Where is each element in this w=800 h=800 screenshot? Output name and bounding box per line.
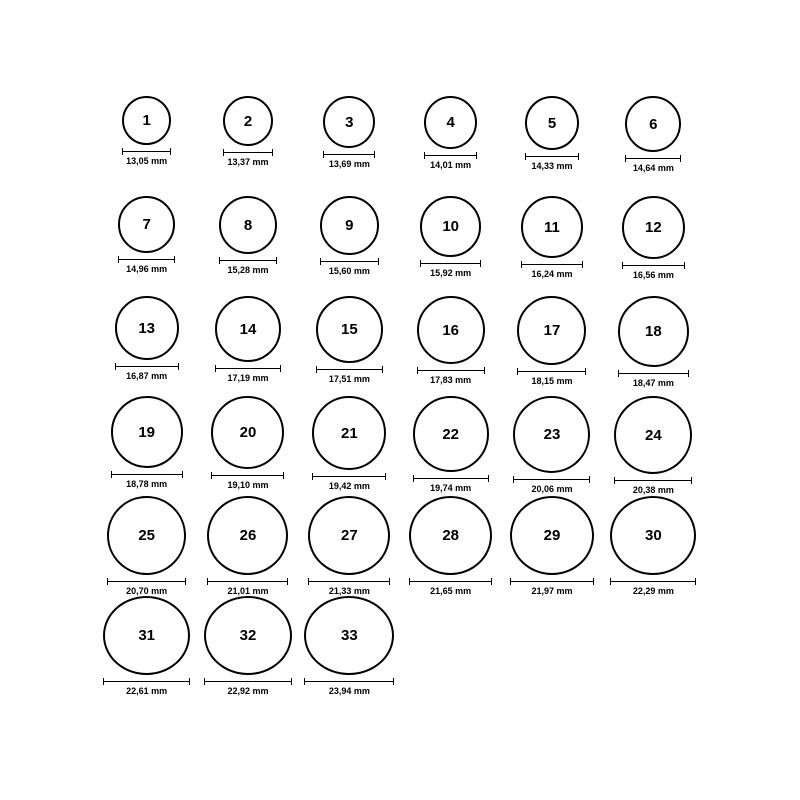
- dimension-tick-left: [308, 578, 309, 585]
- ring-circle: [304, 596, 394, 675]
- ring-dimension: [517, 368, 586, 386]
- ring-circle: [424, 96, 477, 149]
- ring-size-number: 11: [544, 218, 560, 236]
- dimension-tick-left: [625, 155, 626, 162]
- dimension-bar: [312, 473, 386, 480]
- ring-diameter-label: 15,60 mm: [328, 266, 370, 276]
- dimension-tick-left: [103, 678, 104, 685]
- ring-size-number: 28: [442, 527, 459, 544]
- dimension-bar: [118, 256, 175, 263]
- ring-size-item: [501, 496, 602, 596]
- ring-dimension: [417, 367, 485, 385]
- dimension-tick-left: [622, 262, 623, 269]
- dimension-bar: [417, 367, 485, 374]
- dimension-line: [122, 151, 171, 152]
- ring-diameter-label: 18,15 mm: [531, 376, 573, 386]
- ring-size-item: [299, 96, 400, 196]
- dimension-tick-right: [385, 473, 386, 480]
- dimension-tick-left: [517, 368, 518, 375]
- ring-circle: [118, 196, 175, 253]
- dimension-tick-right: [287, 578, 288, 585]
- ring-dimension: [510, 578, 594, 596]
- dimension-bar: [424, 152, 477, 159]
- dimension-bar: [517, 368, 586, 375]
- ring-size-grid: [96, 96, 704, 696]
- ring-diameter-label: 21,33 mm: [328, 586, 370, 596]
- ring-dimension: [622, 262, 685, 280]
- dimension-bar: [304, 678, 394, 685]
- dimension-bar: [207, 578, 288, 585]
- dimension-tick-right: [276, 257, 277, 264]
- dimension-bar: [103, 678, 190, 685]
- ring-size-number: 16: [442, 321, 459, 339]
- dimension-line: [424, 155, 477, 156]
- ring-size-item: [197, 196, 298, 296]
- dimension-tick-right: [174, 256, 175, 263]
- ring-circle: [207, 496, 288, 575]
- dimension-line: [111, 474, 183, 475]
- ring-size-item: [501, 96, 602, 196]
- ring-size-item: [197, 96, 298, 196]
- ring-size-number: 9: [345, 217, 354, 234]
- dimension-tick-left: [107, 578, 108, 585]
- ring-size-item: [299, 496, 400, 596]
- dimension-tick-left: [610, 578, 611, 585]
- dimension-tick-right: [480, 260, 481, 267]
- ring-circle: [223, 96, 273, 146]
- dimension-tick-left: [320, 258, 321, 265]
- dimension-bar: [122, 148, 171, 155]
- ring-size-item: [400, 196, 501, 296]
- dimension-tick-left: [618, 370, 619, 377]
- dimension-tick-left: [513, 476, 514, 483]
- ring-dimension: [207, 578, 288, 596]
- ring-size-item: [501, 396, 602, 496]
- ring-size-number: 24: [644, 426, 662, 444]
- ring-size-item: [400, 396, 501, 496]
- ring-circle: [219, 196, 277, 254]
- dimension-line: [308, 581, 390, 582]
- dimension-line: [219, 260, 277, 261]
- ring-size-item: [603, 96, 704, 196]
- ring-dimension: [420, 260, 481, 278]
- ring-size-item: [603, 296, 704, 396]
- ring-size-item: [197, 596, 298, 696]
- ring-size-number: 2: [243, 112, 253, 130]
- ring-circle: [417, 296, 485, 364]
- dimension-bar: [409, 578, 492, 585]
- dimension-tick-left: [215, 365, 216, 372]
- ring-size-item: [197, 296, 298, 396]
- dimension-tick-right: [491, 578, 492, 585]
- dimension-tick-left: [323, 151, 324, 158]
- ring-size-number: 31: [138, 627, 155, 644]
- ring-circle: [510, 496, 594, 575]
- ring-size-number: 5: [547, 114, 557, 132]
- dimension-tick-left: [211, 472, 212, 479]
- dimension-tick-left: [614, 477, 615, 484]
- ring-size-item: [197, 496, 298, 596]
- dimension-tick-right: [695, 578, 696, 585]
- dimension-tick-right: [280, 365, 281, 372]
- ring-circle: [323, 96, 375, 148]
- dimension-line: [510, 581, 594, 582]
- dimension-bar: [204, 678, 292, 685]
- dimension-tick-right: [178, 363, 179, 370]
- ring-circle: [622, 196, 685, 259]
- ring-dimension: [413, 475, 489, 493]
- dimension-bar: [413, 475, 489, 482]
- ring-diameter-label: 18,47 mm: [632, 378, 674, 388]
- ring-dimension: [610, 578, 696, 596]
- ring-circle: [316, 296, 383, 363]
- ring-diameter-label: 14,64 mm: [632, 163, 674, 173]
- ring-circle: [204, 596, 292, 675]
- ring-size-item: [299, 596, 400, 696]
- dimension-tick-right: [585, 368, 586, 375]
- ring-size-item: [400, 296, 501, 396]
- ring-diameter-label: 22,29 mm: [632, 586, 674, 596]
- ring-size-number: 1: [142, 112, 151, 129]
- ring-dimension: [312, 473, 386, 491]
- ring-dimension: [424, 152, 477, 170]
- dimension-line: [413, 478, 489, 479]
- dimension-tick-right: [589, 476, 590, 483]
- dimension-line: [223, 152, 273, 153]
- ring-diameter-label: 15,28 mm: [227, 265, 269, 275]
- dimension-line: [409, 581, 492, 582]
- ring-size-item: [603, 496, 704, 596]
- dimension-line: [625, 158, 681, 159]
- dimension-line: [521, 264, 583, 265]
- dimension-line: [103, 681, 190, 682]
- dimension-bar: [215, 365, 281, 372]
- ring-size-number: 4: [446, 114, 455, 131]
- ring-size-item: [501, 196, 602, 296]
- ring-circle: [107, 496, 186, 575]
- ring-diameter-label: 14,33 mm: [531, 161, 573, 171]
- ring-size-number: 26: [239, 527, 257, 544]
- dimension-bar: [323, 151, 375, 158]
- ring-circle: [312, 396, 386, 470]
- ring-diameter-label: 21,97 mm: [531, 586, 573, 596]
- dimension-line: [417, 370, 485, 371]
- ring-dimension: [614, 477, 692, 495]
- ring-size-item: [96, 396, 197, 496]
- dimension-tick-left: [424, 152, 425, 159]
- ring-size-number: 33: [340, 627, 358, 644]
- ring-dimension: [625, 155, 681, 173]
- ring-circle: [625, 96, 681, 152]
- dimension-tick-left: [111, 471, 112, 478]
- ring-size-item: [96, 96, 197, 196]
- ring-diameter-label: 16,87 mm: [126, 371, 168, 381]
- dimension-line: [115, 366, 179, 367]
- dimension-tick-left: [420, 260, 421, 267]
- ring-size-number: 7: [142, 216, 151, 233]
- dimension-tick-left: [122, 148, 123, 155]
- ring-size-number: 21: [340, 424, 358, 442]
- ring-dimension: [308, 578, 390, 596]
- ring-circle: [614, 396, 692, 474]
- ring-dimension: [115, 363, 179, 381]
- ring-dimension: [107, 578, 186, 596]
- dimension-tick-right: [593, 578, 594, 585]
- dimension-line: [323, 154, 375, 155]
- ring-size-number: 14: [239, 320, 257, 338]
- dimension-bar: [219, 257, 277, 264]
- ring-diameter-label: 13,69 mm: [328, 159, 370, 169]
- ring-circle: [420, 196, 481, 257]
- dimension-tick-right: [170, 148, 171, 155]
- ring-circle: [320, 196, 379, 255]
- dimension-tick-right: [691, 477, 692, 484]
- ring-circle: [215, 296, 281, 362]
- ring-size-number: 17: [543, 322, 561, 339]
- dimension-tick-right: [378, 258, 379, 265]
- dimension-line: [513, 479, 590, 480]
- dimension-line: [622, 265, 685, 266]
- dimension-tick-left: [413, 475, 414, 482]
- ring-size-number: 32: [239, 627, 257, 644]
- dimension-bar: [513, 476, 590, 483]
- dimension-bar: [610, 578, 696, 585]
- dimension-bar: [107, 578, 186, 585]
- ring-circle: [211, 396, 284, 469]
- dimension-bar: [521, 261, 583, 268]
- ring-size-item: [96, 296, 197, 396]
- dimension-line: [107, 581, 186, 582]
- ring-diameter-label: 19,10 mm: [227, 480, 269, 490]
- ring-diameter-label: 17,83 mm: [430, 375, 472, 385]
- ring-dimension: [204, 678, 292, 696]
- ring-diameter-label: 14,96 mm: [126, 264, 168, 274]
- ring-size-number: 12: [644, 219, 662, 236]
- ring-size-item: [96, 196, 197, 296]
- ring-dimension: [219, 257, 277, 275]
- dimension-line: [204, 681, 292, 682]
- ring-circle: [122, 96, 171, 145]
- ring-diameter-label: 13,37 mm: [227, 157, 269, 167]
- ring-diameter-label: 20,06 mm: [531, 484, 573, 494]
- dimension-tick-right: [189, 678, 190, 685]
- ring-circle: [308, 496, 390, 575]
- ring-dimension: [211, 472, 284, 490]
- dimension-tick-left: [219, 257, 220, 264]
- ring-dimension: [223, 149, 273, 167]
- dimension-line: [420, 263, 481, 264]
- ring-size-item: [96, 596, 197, 696]
- ring-diameter-label: 16,56 mm: [632, 270, 674, 280]
- dimension-tick-left: [525, 153, 526, 160]
- ring-size-item: [197, 396, 298, 496]
- dimension-tick-left: [207, 578, 208, 585]
- dimension-tick-left: [521, 261, 522, 268]
- ring-size-item: [299, 196, 400, 296]
- ring-dimension: [320, 258, 379, 276]
- ring-diameter-label: 22,61 mm: [126, 686, 168, 696]
- ring-circle: [525, 96, 579, 150]
- dimension-tick-left: [409, 578, 410, 585]
- ring-size-item: [603, 196, 704, 296]
- dimension-line: [610, 581, 696, 582]
- dimension-bar: [614, 477, 692, 484]
- dimension-tick-left: [118, 256, 119, 263]
- dimension-bar: [115, 363, 179, 370]
- ring-size-number: 20: [239, 424, 257, 441]
- ring-circle: [513, 396, 590, 473]
- ring-diameter-label: 21,65 mm: [430, 586, 472, 596]
- ring-diameter-label: 16,24 mm: [531, 269, 573, 279]
- dimension-tick-right: [582, 261, 583, 268]
- ring-dimension: [103, 678, 190, 696]
- dimension-bar: [320, 258, 379, 265]
- ring-size-number: 13: [138, 319, 155, 337]
- dimension-bar: [223, 149, 273, 156]
- ring-diameter-label: 14,01 mm: [430, 160, 472, 170]
- dimension-tick-left: [312, 473, 313, 480]
- dimension-tick-right: [283, 472, 284, 479]
- ring-size-item: [96, 496, 197, 596]
- ring-dimension: [409, 578, 492, 596]
- ring-size-item: [603, 396, 704, 496]
- ring-circle: [115, 296, 179, 360]
- dimension-line: [618, 373, 689, 374]
- dimension-bar: [420, 260, 481, 267]
- ring-size-number: 30: [644, 527, 662, 544]
- ring-size-number: 18: [644, 323, 662, 340]
- ring-dimension: [122, 148, 171, 166]
- dimension-tick-right: [484, 367, 485, 374]
- dimension-bar: [525, 153, 579, 160]
- dimension-tick-left: [316, 366, 317, 373]
- ring-dimension: [304, 678, 394, 696]
- dimension-tick-right: [272, 149, 273, 156]
- dimension-tick-right: [476, 152, 477, 159]
- dimension-tick-right: [488, 475, 489, 482]
- ring-diameter-label: 21,01 mm: [227, 586, 269, 596]
- dimension-bar: [510, 578, 594, 585]
- dimension-tick-right: [389, 578, 390, 585]
- ring-circle: [517, 296, 586, 365]
- dimension-bar: [308, 578, 390, 585]
- ring-dimension: [323, 151, 375, 169]
- dimension-tick-right: [578, 153, 579, 160]
- ring-circle: [610, 496, 696, 575]
- ring-diameter-label: 19,42 mm: [328, 481, 370, 491]
- dimension-tick-left: [115, 363, 116, 370]
- ring-size-number: 27: [340, 527, 358, 544]
- dimension-bar: [625, 155, 681, 162]
- ring-circle: [111, 396, 183, 468]
- ring-dimension: [521, 261, 583, 279]
- ring-diameter-label: 20,38 mm: [632, 485, 674, 495]
- dimension-tick-right: [291, 678, 292, 685]
- ring-size-item: [501, 296, 602, 396]
- ring-dimension: [118, 256, 175, 274]
- dimension-bar: [211, 472, 284, 479]
- ring-size-number: 6: [649, 115, 658, 133]
- ring-size-number: 10: [442, 218, 459, 235]
- ring-dimension: [618, 370, 689, 388]
- ring-size-item: [299, 396, 400, 496]
- ring-size-item: [299, 296, 400, 396]
- ring-diameter-label: 22,92 mm: [227, 686, 269, 696]
- dimension-line: [312, 476, 386, 477]
- ring-circle: [413, 396, 489, 472]
- dimension-tick-left: [223, 149, 224, 156]
- dimension-tick-right: [688, 370, 689, 377]
- dimension-bar: [618, 370, 689, 377]
- dimension-line: [525, 156, 579, 157]
- dimension-line: [215, 368, 281, 369]
- ring-size-number: 23: [543, 426, 561, 443]
- dimension-line: [118, 259, 175, 260]
- dimension-line: [320, 261, 379, 262]
- ring-diameter-label: 15,92 mm: [430, 268, 472, 278]
- dimension-tick-right: [684, 262, 685, 269]
- ring-circle: [618, 296, 689, 367]
- dimension-line: [517, 371, 586, 372]
- dimension-line: [614, 480, 692, 481]
- dimension-tick-left: [510, 578, 511, 585]
- dimension-line: [211, 475, 284, 476]
- ring-circle: [521, 196, 583, 258]
- ring-diameter-label: 17,19 mm: [227, 373, 269, 383]
- ring-circle: [409, 496, 492, 575]
- ring-dimension: [111, 471, 183, 489]
- ring-diameter-label: 20,70 mm: [126, 586, 168, 596]
- dimension-line: [207, 581, 288, 582]
- dimension-tick-right: [382, 366, 383, 373]
- dimension-tick-right: [182, 471, 183, 478]
- ring-circle: [103, 596, 190, 675]
- ring-dimension: [513, 476, 590, 494]
- dimension-tick-left: [304, 678, 305, 685]
- dimension-tick-left: [417, 367, 418, 374]
- ring-size-item: [400, 496, 501, 596]
- ring-diameter-label: 17,51 mm: [328, 374, 370, 384]
- ring-dimension: [316, 366, 383, 384]
- dimension-bar: [622, 262, 685, 269]
- dimension-bar: [111, 471, 183, 478]
- ring-diameter-label: 23,94 mm: [328, 686, 370, 696]
- ring-size-number: 15: [340, 321, 358, 338]
- ring-size-number: 8: [243, 216, 253, 234]
- ring-diameter-label: 19,74 mm: [430, 483, 472, 493]
- ring-size-number: 3: [345, 113, 354, 131]
- dimension-tick-right: [185, 578, 186, 585]
- ring-size-number: 22: [442, 425, 459, 443]
- dimension-tick-right: [374, 151, 375, 158]
- ring-dimension: [215, 365, 281, 383]
- ring-size-item: [400, 96, 501, 196]
- dimension-line: [316, 369, 383, 370]
- ring-dimension: [525, 153, 579, 171]
- dimension-tick-right: [680, 155, 681, 162]
- ring-diameter-label: 18,78 mm: [126, 479, 168, 489]
- dimension-bar: [316, 366, 383, 373]
- ring-size-number: 19: [138, 423, 155, 441]
- dimension-line: [304, 681, 394, 682]
- ring-diameter-label: 13,05 mm: [126, 156, 168, 166]
- dimension-tick-left: [204, 678, 205, 685]
- ring-size-number: 29: [543, 527, 561, 544]
- dimension-tick-right: [393, 678, 394, 685]
- ring-size-number: 25: [138, 527, 155, 544]
